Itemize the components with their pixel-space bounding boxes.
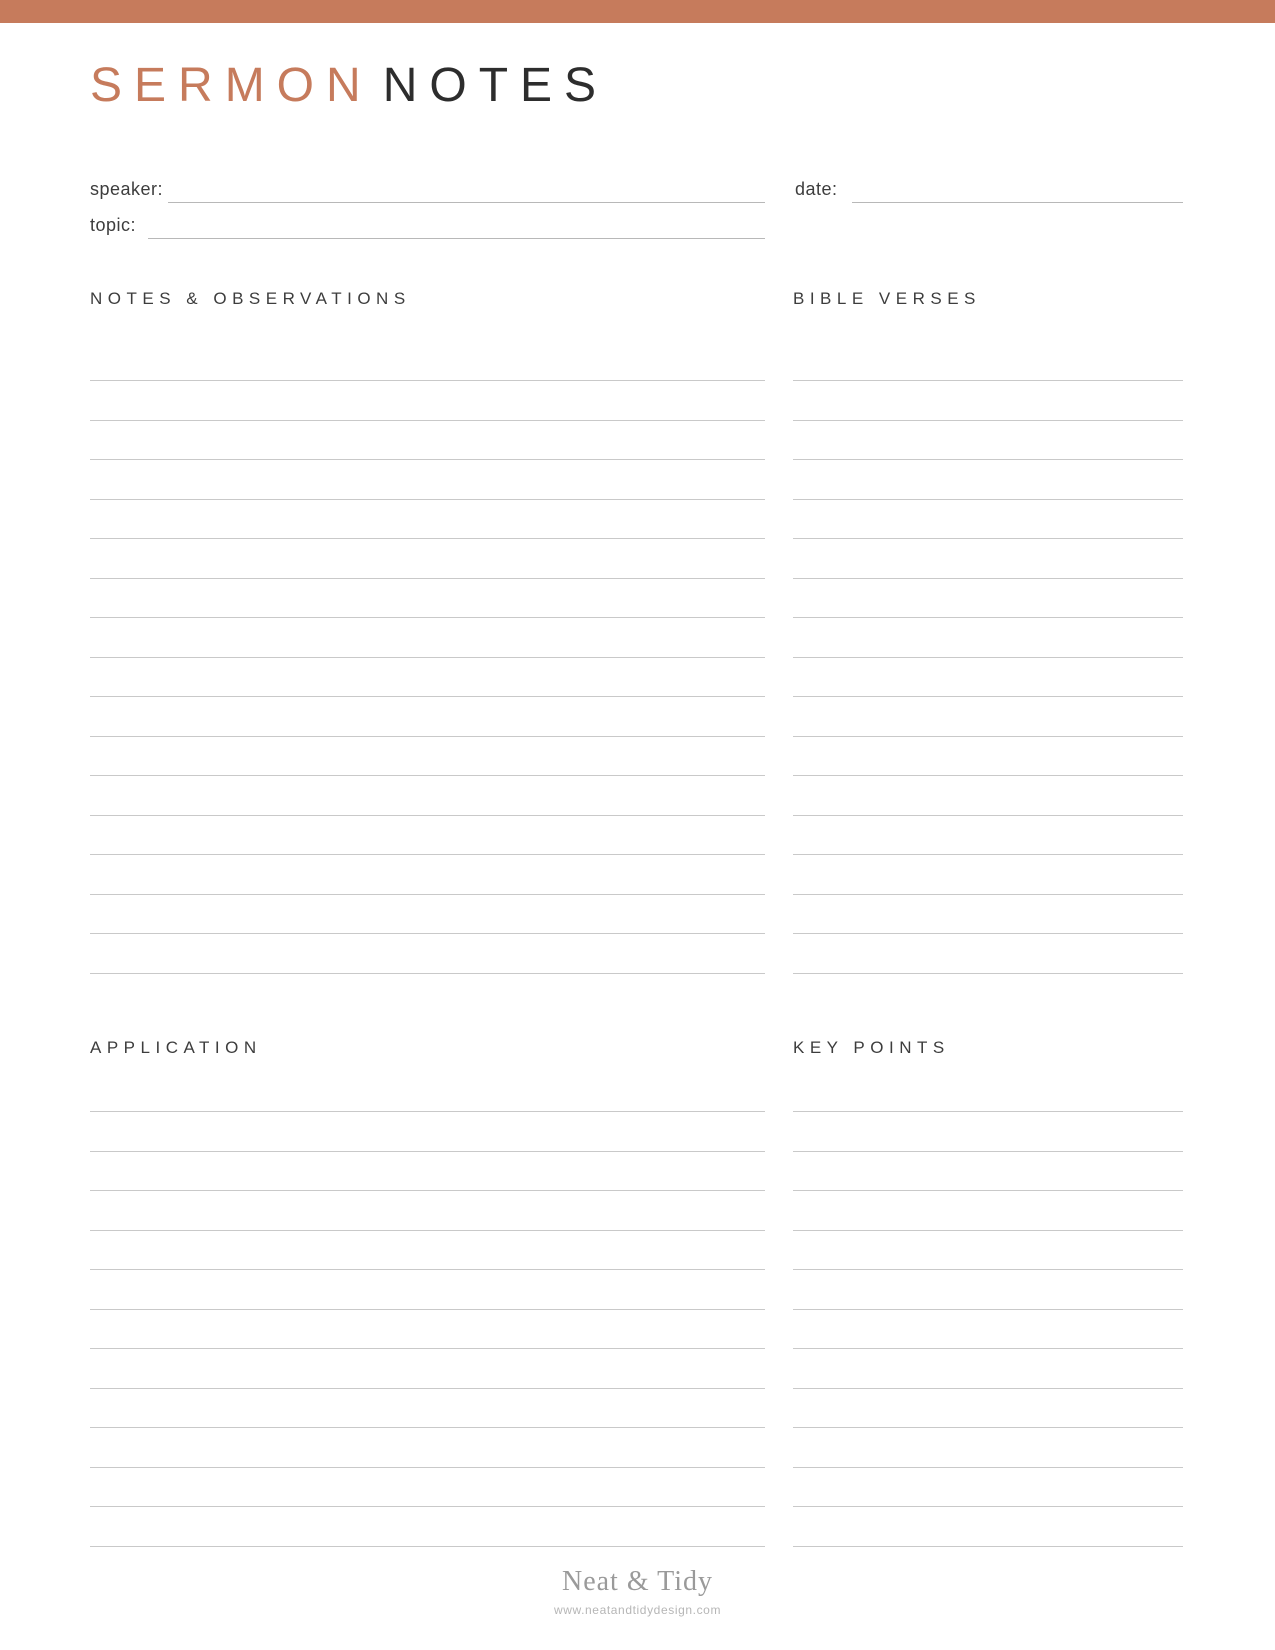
ruled-line xyxy=(793,973,1183,974)
bible-verses-ruled-area xyxy=(793,380,1183,980)
ruled-line xyxy=(90,1546,765,1547)
section-header-key-points: KEY POINTS xyxy=(793,1038,950,1057)
section-header-bible-verses: BIBLE VERSES xyxy=(793,289,981,308)
top-accent-bar xyxy=(0,0,1275,23)
ruled-line xyxy=(793,1546,1183,1547)
ruled-line xyxy=(90,696,765,697)
ruled-line xyxy=(793,1467,1183,1468)
ruled-line xyxy=(793,538,1183,539)
ruled-line xyxy=(90,1427,765,1428)
ruled-line xyxy=(793,696,1183,697)
ruled-line xyxy=(90,815,765,816)
page-title xyxy=(90,59,609,112)
ruled-line xyxy=(90,736,765,737)
topic-fill-line xyxy=(148,238,765,239)
ruled-line xyxy=(793,657,1183,658)
ruled-line xyxy=(793,1190,1183,1191)
ruled-line xyxy=(90,499,765,500)
footer-brand-logo: Neat & Tidy xyxy=(561,1566,714,1597)
ruled-line xyxy=(90,1151,765,1152)
ruled-line xyxy=(90,1467,765,1468)
ruled-line xyxy=(90,1506,765,1507)
ruled-line xyxy=(90,1388,765,1389)
ruled-line xyxy=(793,1111,1183,1112)
ruled-line xyxy=(793,1388,1183,1389)
ruled-line xyxy=(90,894,765,895)
ruled-line xyxy=(793,1348,1183,1349)
ruled-line xyxy=(793,459,1183,460)
ruled-line xyxy=(90,617,765,618)
ruled-line xyxy=(793,854,1183,855)
ruled-line xyxy=(793,1269,1183,1270)
ruled-line xyxy=(90,933,765,934)
ruled-line xyxy=(90,1269,765,1270)
ruled-line xyxy=(793,578,1183,579)
footer-website-url: www.neatandtidydesign.com xyxy=(553,1603,722,1617)
ruled-line xyxy=(793,736,1183,737)
date-label: date: xyxy=(795,179,838,199)
ruled-line xyxy=(793,499,1183,500)
ruled-line xyxy=(90,1348,765,1349)
ruled-line xyxy=(793,380,1183,381)
application-ruled-area xyxy=(90,1111,765,1561)
page-title-accent-word: SERMON xyxy=(90,59,373,112)
ruled-line xyxy=(793,815,1183,816)
ruled-line xyxy=(90,1309,765,1310)
ruled-line xyxy=(793,1309,1183,1310)
date-fill-line xyxy=(852,202,1183,203)
section-header-notes-observations: NOTES & OBSERVATIONS xyxy=(90,289,411,308)
ruled-line xyxy=(90,459,765,460)
ruled-line xyxy=(793,617,1183,618)
ruled-line xyxy=(90,1190,765,1191)
ruled-line xyxy=(90,1230,765,1231)
ruled-line xyxy=(90,775,765,776)
ruled-line xyxy=(90,578,765,579)
ruled-line xyxy=(90,420,765,421)
ruled-line xyxy=(793,1151,1183,1152)
ruled-line xyxy=(793,933,1183,934)
speaker-fill-line xyxy=(168,202,765,203)
ruled-line xyxy=(90,380,765,381)
page-title-rest-word: NOTES xyxy=(382,59,609,112)
speaker-label: speaker: xyxy=(90,179,164,199)
ruled-line xyxy=(90,1111,765,1112)
section-header-application: APPLICATION xyxy=(90,1038,262,1057)
ruled-line xyxy=(90,538,765,539)
ruled-line xyxy=(90,854,765,855)
ruled-line xyxy=(793,1230,1183,1231)
ruled-line xyxy=(90,657,765,658)
ruled-line xyxy=(793,1506,1183,1507)
topic-label: topic: xyxy=(90,215,137,235)
key-points-ruled-area xyxy=(793,1111,1183,1561)
ruled-line xyxy=(90,973,765,974)
notes-observations-ruled-area xyxy=(90,380,765,980)
ruled-line xyxy=(793,894,1183,895)
ruled-line xyxy=(793,1427,1183,1428)
ruled-line xyxy=(793,775,1183,776)
ruled-line xyxy=(793,420,1183,421)
